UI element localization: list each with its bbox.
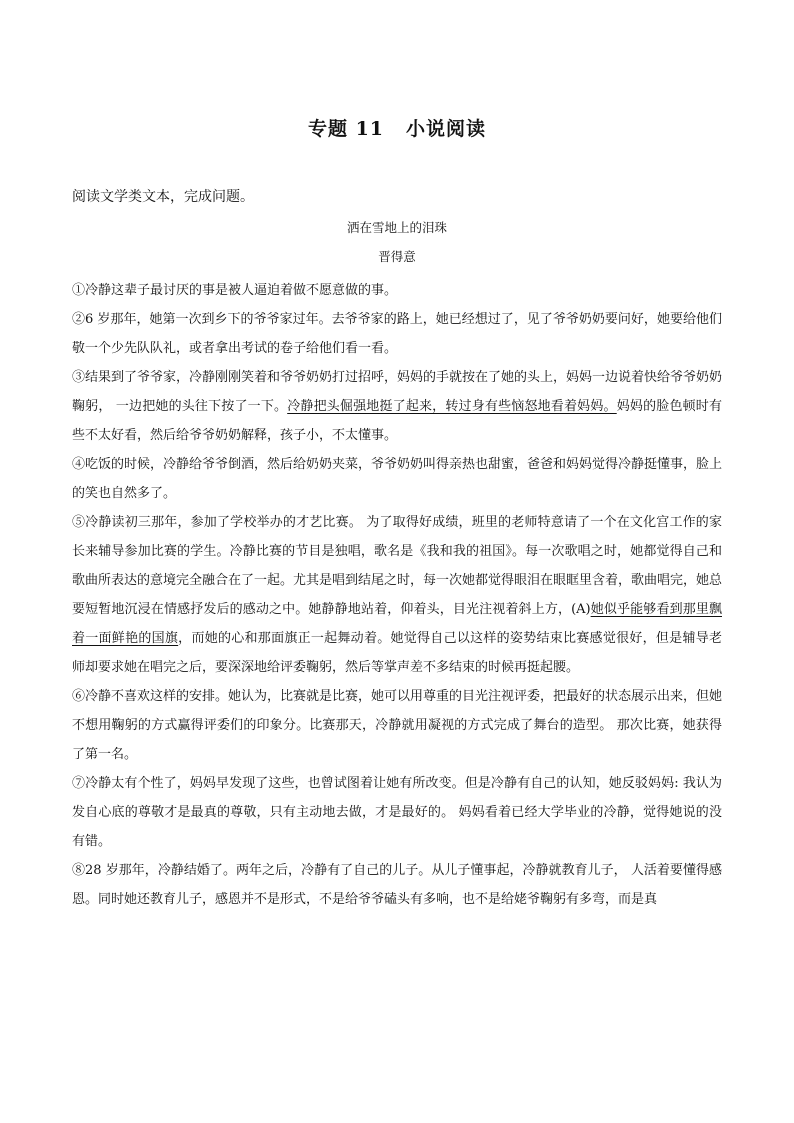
underlined-sentence: 冷静把头倔强地挺了起来，转过身有些恼怒地看着妈妈。 (287, 399, 617, 414)
paragraph-3: ③结果到了爷爷家，冷静刚刚笑着和爷爷奶奶打过招呼，妈妈的手就按在了她的头上，妈妈一边说着快给爷爷奶奶鞠躬， 一边把她的头往下按了一下。冷静把头倔强地挺了起来，转过身有些恼怒地看着妈妈。妈妈的脸色顿时有些不太好看，然后给爷爷奶奶解释，孩子小，不太懂事。 (72, 370, 723, 443)
paragraph-2: ②6 岁那年，她第一次到乡下的爷爷家过年。去爷爷家的路上，她已经想过了，见了爷爷奶奶要问好，她要给他们敬一个少先队队礼，或者拿出考试的卷子给他们看一看。 (72, 312, 722, 356)
paragraph-8: ⑧28 岁那年，冷静结婚了。两年之后，冷静有了自己的儿子。从儿子懂事起，冷静就教育儿子， 人活着要懂得感恩。同时她还教育儿子，感恩并不是形式，不是给爷爷磕头有多响，也不是给姥爷鞠躬有多弯，而是真 (72, 863, 722, 907)
paragraph-7: ⑦冷静太有个性了，妈妈早发现了这些，也曾试图着让她有所改变。但是冷静有自己的认知，她反驳妈妈: 我认为发自心底的尊敬才是最真的尊敬，只有主动地去做，才是最好的。 妈妈看着已经大学毕业的冷静，觉得她说的没有错。 (72, 776, 722, 849)
paragraph-5: ⑤冷静读初三那年，参加了学校举办的才艺比赛。 为了取得好成绩，班里的老师特意请了一个在文化宫工作的家长来辅导参加比赛的学生。冷静比赛的节目是独唱，歌名是《我和我的祖国》。每一次歌唱之时，她都觉得自己和歌曲所表达的意境完全融合在了一起。尤其是唱到结尾之时，每一次她都觉得眼泪在眼眶里含着，歌曲唱完，她总要短暂地沉浸在情感抒发后的感动之中。她静静地站着，仰着头，目光注视着斜上方，(A)她似乎能够看到那里飘着一面鲜艳的国旗，而她的心和那面旗正一起舞动着。她觉得自己以这样的姿势结束比赛感觉很好，但是辅导老师却要求她在唱完之后，要深深地给评委鞠躬，然后等掌声差不多结束的时候再挺起腰。 (72, 515, 723, 675)
underlined-sentence-a: 她似乎能够看到那里飘着一面鲜艳的国旗 (72, 602, 722, 646)
page-title (0, 114, 794, 141)
title-topic-number: 专题 11 (307, 118, 385, 140)
story-title: 洒在雪地上的泪珠 (346, 220, 447, 235)
reading-instruction: 阅读文学类文本，完成问题。 (72, 189, 254, 205)
paragraph-1: ①冷静这辈子最讨厌的事是被人逼迫着做不愿意做的事。 (72, 283, 398, 298)
story-author: 晋得意 (378, 249, 416, 264)
title-topic-name: 小说阅读 (406, 118, 487, 140)
paragraph-4: ④吃饭的时候，冷静给爷爷倒酒，然后给奶奶夹菜，爷爷奶奶叫得亲热也甜蜜，爸爸和妈妈觉得冷静挺懂事，脸上的笑也自然多了。 (72, 457, 723, 501)
paragraph-6: ⑥冷静不喜欢这样的安排。她认为，比赛就是比赛，她可以用尊重的目光注视评委，把最好的状态展示出来，但她不想用鞠躬的方式赢得评委们的印象分。比赛那天，冷静就用凝视的方式完成了舞台的造型。 那次比赛，她获得了第一名。 (72, 689, 723, 762)
story-body (72, 276, 722, 914)
